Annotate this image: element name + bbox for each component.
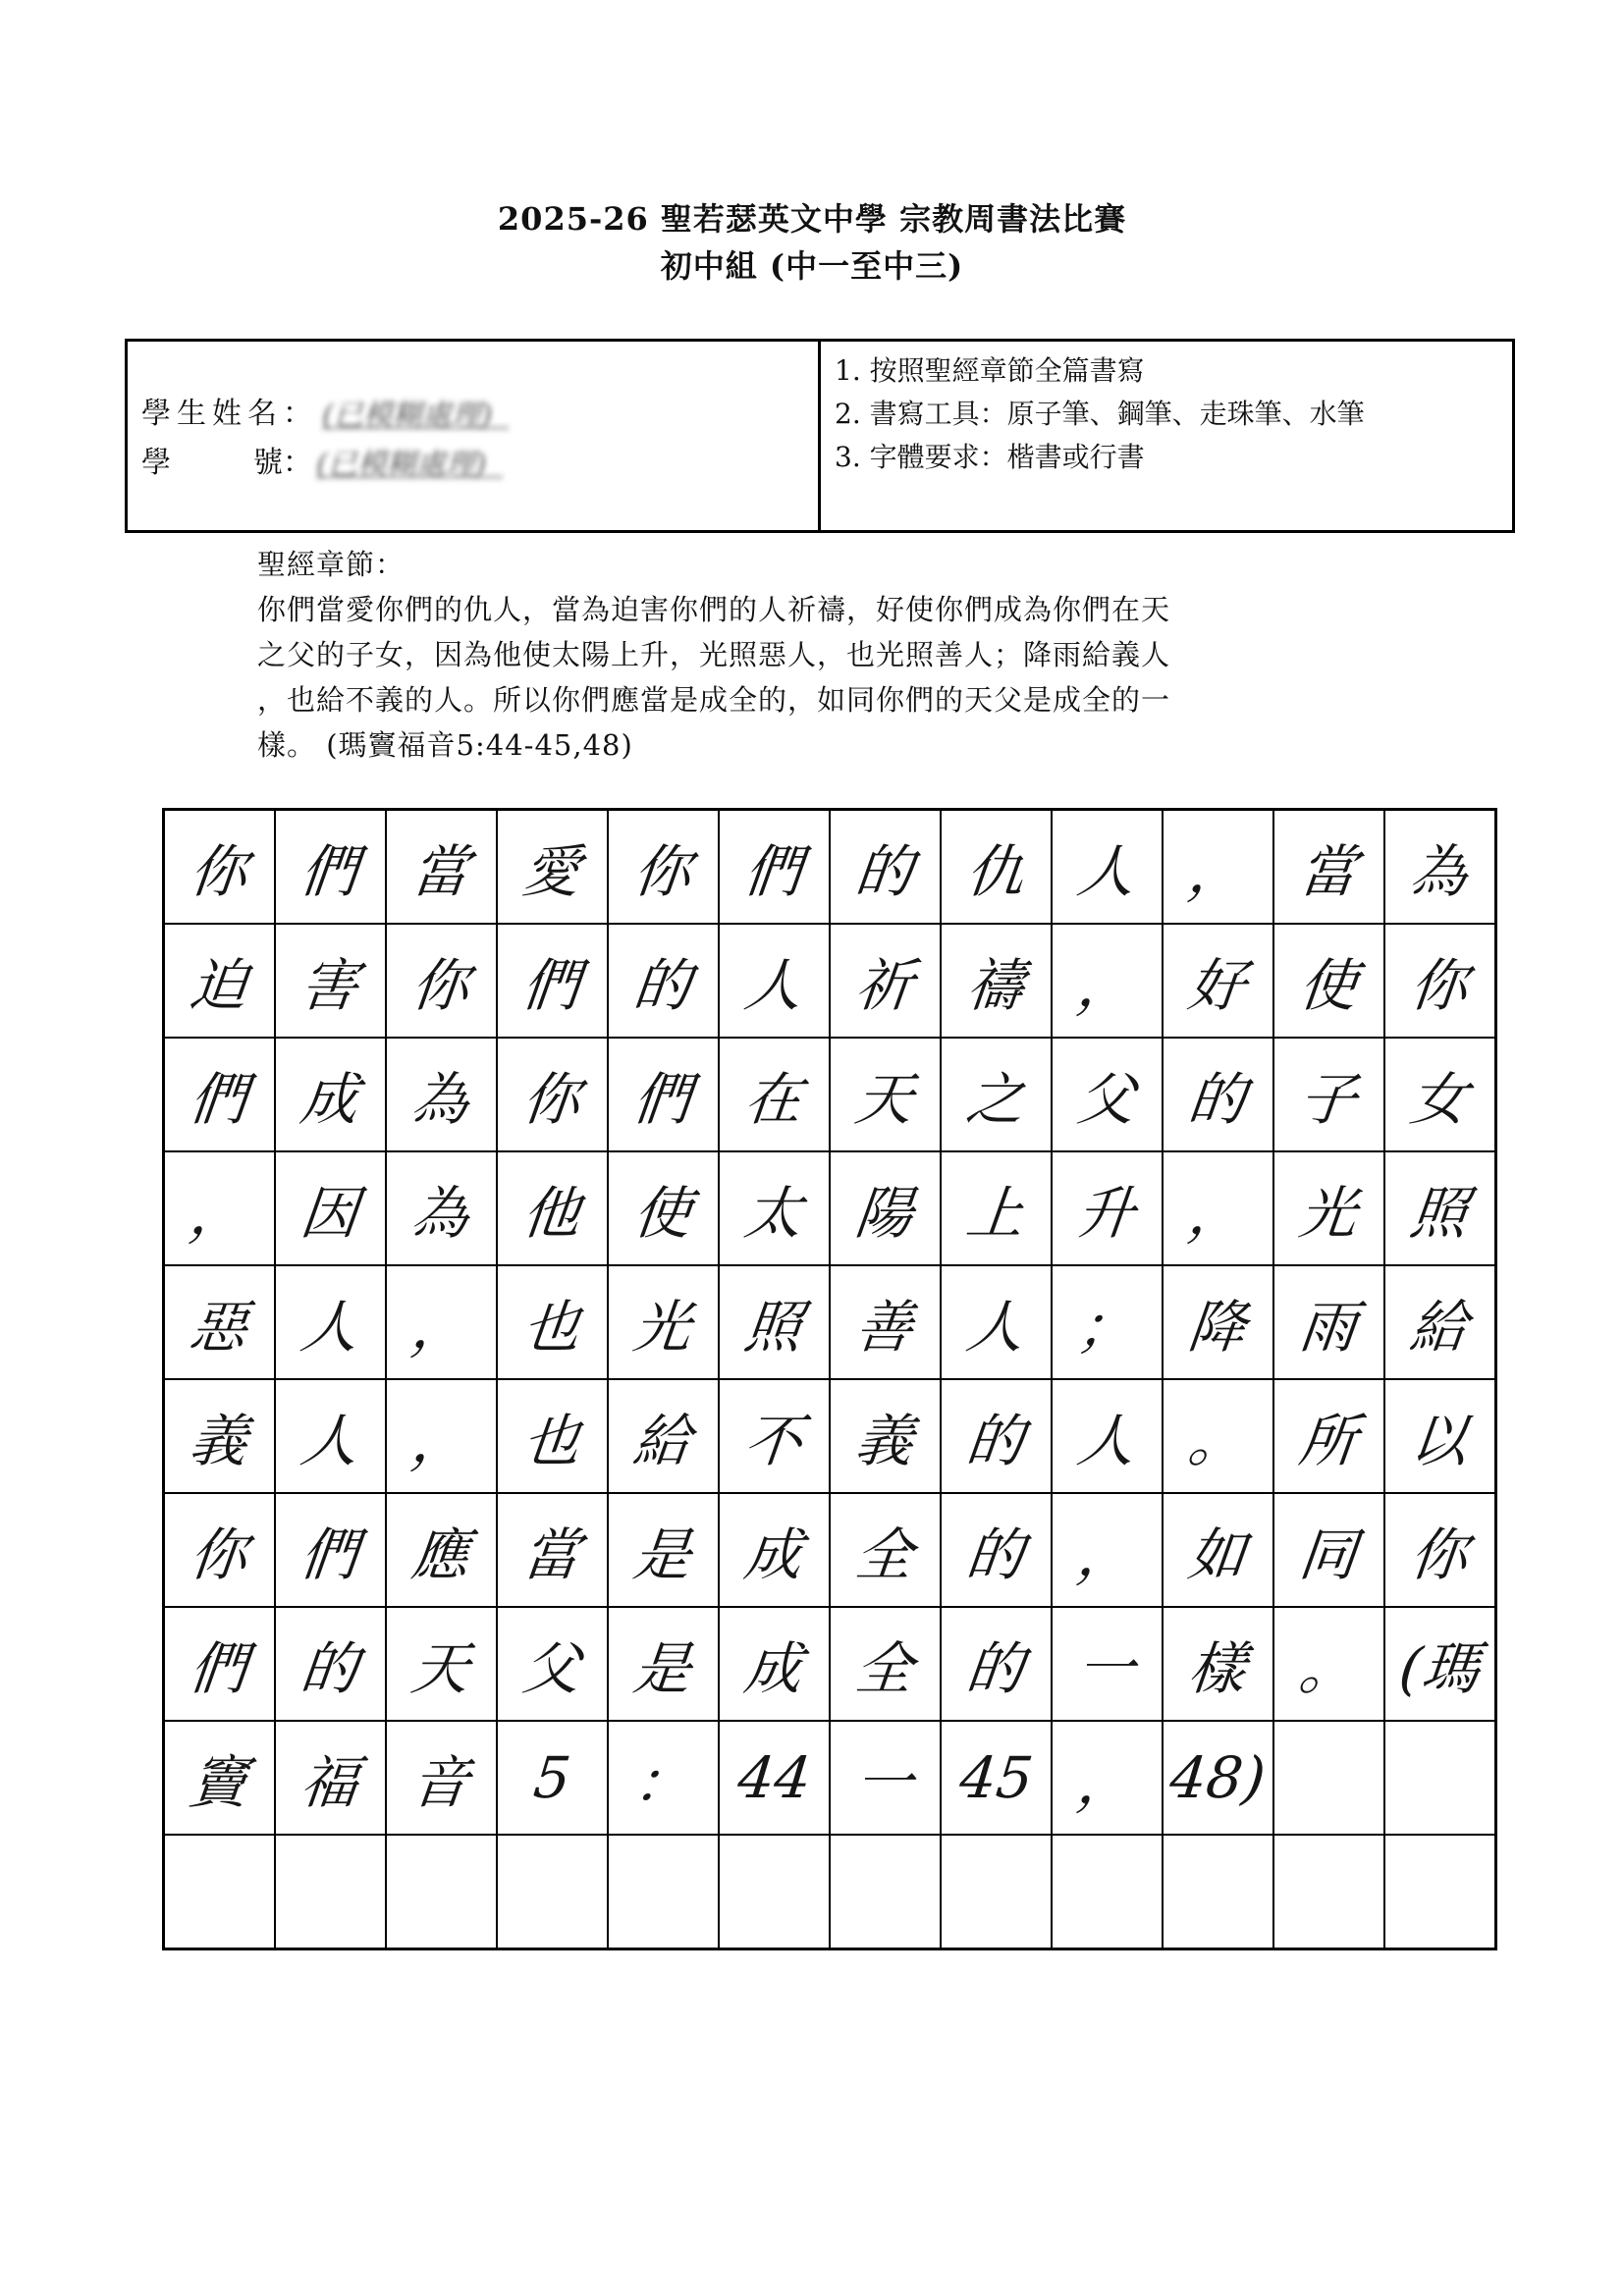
grid-cell bbox=[608, 1835, 719, 1949]
grid-cell bbox=[608, 1038, 719, 1151]
handwritten-character: 成 bbox=[741, 1635, 806, 1702]
grid-cell bbox=[1384, 810, 1496, 925]
grid-cell bbox=[719, 1265, 830, 1379]
handwritten-character: 父 bbox=[519, 1635, 584, 1702]
handwritten-character: 害 bbox=[298, 952, 362, 1019]
grid-cell bbox=[1052, 924, 1163, 1038]
grid-cell bbox=[275, 924, 386, 1038]
handwritten-character: 48) bbox=[1166, 1744, 1270, 1811]
grid-cell bbox=[275, 1493, 386, 1607]
handwritten-character: 的 bbox=[1185, 1066, 1250, 1133]
grid-cell bbox=[830, 924, 941, 1038]
grid-cell bbox=[830, 1265, 941, 1379]
grid-cell bbox=[386, 1038, 497, 1151]
handwritten-character: 為 bbox=[408, 1066, 473, 1133]
grid-cell bbox=[941, 1607, 1052, 1721]
handwritten-character: 愛 bbox=[519, 838, 584, 905]
grid-cell bbox=[1384, 1607, 1496, 1721]
grid-cell bbox=[941, 1493, 1052, 1607]
grid-cell bbox=[164, 1721, 276, 1835]
student-info-box bbox=[125, 339, 1515, 533]
scripture-label: 聖經章節： bbox=[257, 548, 406, 581]
handwritten-character: 太 bbox=[741, 1180, 806, 1247]
grid-cell bbox=[164, 1607, 276, 1721]
handwritten-character: 使 bbox=[630, 1180, 695, 1247]
grid-cell bbox=[275, 1151, 386, 1265]
handwritten-character: 全 bbox=[852, 1522, 917, 1588]
grid-cell bbox=[608, 810, 719, 925]
grid-cell bbox=[941, 1835, 1052, 1949]
handwritten-character: 如 bbox=[1185, 1522, 1250, 1588]
handwritten-character: ； bbox=[1074, 1294, 1139, 1361]
handwritten-character: ， bbox=[408, 1408, 473, 1474]
handwritten-character: 降 bbox=[1185, 1294, 1250, 1361]
handwritten-character: 同 bbox=[1296, 1522, 1361, 1588]
grid-cell bbox=[275, 1607, 386, 1721]
grid-cell bbox=[1384, 1038, 1496, 1151]
grid-cell bbox=[941, 924, 1052, 1038]
grid-cell bbox=[608, 1265, 719, 1379]
handwritten-character: 所 bbox=[1296, 1408, 1361, 1474]
grid-cell bbox=[164, 1151, 276, 1265]
handwritten-character: 你 bbox=[408, 952, 473, 1019]
grid-cell bbox=[1273, 1038, 1384, 1151]
grid-cell bbox=[830, 1607, 941, 1721]
handwritten-character: 你 bbox=[1407, 1522, 1472, 1588]
grid-cell bbox=[830, 1038, 941, 1151]
grid-cell bbox=[497, 1607, 608, 1721]
grid-cell bbox=[275, 1265, 386, 1379]
handwritten-character: 照 bbox=[1407, 1180, 1472, 1247]
handwritten-character: 成 bbox=[741, 1522, 806, 1588]
handwritten-character: 子 bbox=[1296, 1066, 1361, 1133]
grid-cell bbox=[1163, 1151, 1273, 1265]
handwritten-character: 給 bbox=[1407, 1294, 1472, 1361]
handwritten-character: 5 bbox=[530, 1744, 574, 1811]
grid-cell bbox=[386, 924, 497, 1038]
grid-cell bbox=[608, 1493, 719, 1607]
rule-item: 3. 字體要求：楷書或行書 bbox=[835, 441, 1145, 473]
grid-cell bbox=[830, 1379, 941, 1493]
handwritten-character: 人 bbox=[298, 1294, 362, 1361]
grid-cell bbox=[941, 1151, 1052, 1265]
handwritten-character: 仇 bbox=[963, 838, 1028, 905]
handwritten-character: 人 bbox=[963, 1294, 1028, 1361]
handwritten-character: 全 bbox=[852, 1635, 917, 1702]
handwritten-character: 44 bbox=[734, 1744, 814, 1811]
handwritten-character: 你 bbox=[519, 1066, 584, 1133]
scripture-line: 之父的子女，因為他使太陽上升，光照惡人，也光照善人；降雨給義人 bbox=[257, 638, 1171, 671]
handwritten-character: 義 bbox=[187, 1408, 251, 1474]
handwritten-character: 好 bbox=[1185, 952, 1250, 1019]
handwritten-character: 樣 bbox=[1185, 1635, 1250, 1702]
handwritten-character: ， bbox=[187, 1180, 251, 1247]
handwritten-character: 上 bbox=[963, 1180, 1028, 1247]
grid-cell bbox=[1052, 1607, 1163, 1721]
handwritten-character: ， bbox=[1074, 1522, 1139, 1588]
handwritten-character: 你 bbox=[630, 838, 695, 905]
grid-cell bbox=[1163, 1493, 1273, 1607]
handwritten-character: 他 bbox=[519, 1180, 584, 1247]
handwritten-character: 們 bbox=[630, 1066, 695, 1133]
handwritten-character: 們 bbox=[298, 1522, 362, 1588]
handwritten-character: 的 bbox=[963, 1635, 1028, 1702]
competition-division: 初中組 (中一至中三) bbox=[660, 247, 964, 285]
grid-cell bbox=[386, 1265, 497, 1379]
grid-cell bbox=[386, 1607, 497, 1721]
handwritten-character: 福 bbox=[298, 1749, 362, 1816]
grid-cell bbox=[497, 1835, 608, 1949]
grid-cell bbox=[608, 1607, 719, 1721]
grid-cell bbox=[164, 1835, 276, 1949]
grid-cell bbox=[1163, 1265, 1273, 1379]
handwritten-character: 一 bbox=[852, 1749, 917, 1816]
grid-cell bbox=[719, 1379, 830, 1493]
grid-cell bbox=[497, 1265, 608, 1379]
handwritten-character: 45 bbox=[956, 1744, 1036, 1811]
grid-cell bbox=[608, 1151, 719, 1265]
grid-cell bbox=[719, 1151, 830, 1265]
handwritten-character: 之 bbox=[963, 1066, 1028, 1133]
handwritten-character: 光 bbox=[630, 1294, 695, 1361]
grid-cell bbox=[386, 1151, 497, 1265]
grid-cell bbox=[1052, 810, 1163, 925]
handwritten-character: 的 bbox=[852, 838, 917, 905]
handwritten-character: 義 bbox=[852, 1408, 917, 1474]
grid-cell bbox=[1273, 1607, 1384, 1721]
grid-cell bbox=[1163, 1038, 1273, 1151]
handwritten-character: 你 bbox=[187, 838, 251, 905]
handwritten-character: 祈 bbox=[852, 952, 917, 1019]
grid-cell bbox=[497, 1038, 608, 1151]
student-name-value: (已模糊處理) bbox=[322, 391, 509, 430]
handwritten-character: 一 bbox=[1074, 1635, 1139, 1702]
grid-cell bbox=[1163, 810, 1273, 925]
handwritten-character: 天 bbox=[408, 1635, 473, 1702]
grid-cell bbox=[1052, 1265, 1163, 1379]
handwritten-character: 善 bbox=[852, 1294, 917, 1361]
grid-row bbox=[164, 1493, 1496, 1607]
grid-cell bbox=[1052, 1835, 1163, 1949]
handwritten-character: 升 bbox=[1074, 1180, 1139, 1247]
handwritten-character: 也 bbox=[519, 1408, 584, 1474]
grid-cell bbox=[1384, 1379, 1496, 1493]
handwritten-character: 天 bbox=[852, 1066, 917, 1133]
grid-cell bbox=[275, 1721, 386, 1835]
handwritten-character: 。 bbox=[1185, 1408, 1250, 1474]
handwritten-character: 的 bbox=[963, 1408, 1028, 1474]
grid-cell bbox=[941, 1379, 1052, 1493]
handwritten-character: 在 bbox=[741, 1066, 806, 1133]
grid-cell bbox=[1163, 1835, 1273, 1949]
grid-cell bbox=[1384, 1151, 1496, 1265]
scripture-line: ，也給不義的人。所以你們應當是成全的，如同你們的天父是成全的一 bbox=[257, 683, 1171, 717]
grid-cell bbox=[830, 1721, 941, 1835]
grid-cell bbox=[830, 810, 941, 925]
grid-cell bbox=[719, 1038, 830, 1151]
handwritten-character: ， bbox=[1074, 1749, 1139, 1816]
handwritten-character: 們 bbox=[187, 1066, 251, 1133]
grid-cell bbox=[719, 810, 830, 925]
handwritten-character: 竇 bbox=[187, 1749, 251, 1816]
grid-cell bbox=[941, 1721, 1052, 1835]
grid-cell bbox=[164, 810, 276, 925]
handwritten-character: 應 bbox=[408, 1522, 473, 1588]
rules-list bbox=[821, 342, 1512, 530]
scripture-line: 樣。 (瑪竇福音5:44-45,48) bbox=[257, 728, 633, 762]
handwritten-character: 。 bbox=[1296, 1635, 1361, 1702]
grid-cell bbox=[275, 1379, 386, 1493]
student-details bbox=[128, 342, 821, 530]
grid-cell bbox=[275, 1038, 386, 1151]
grid-cell bbox=[497, 1493, 608, 1607]
grid-cell bbox=[497, 1151, 608, 1265]
handwritten-character: 們 bbox=[298, 838, 362, 905]
grid-cell bbox=[1052, 1151, 1163, 1265]
handwritten-character: 為 bbox=[1407, 838, 1472, 905]
handwritten-character: 的 bbox=[630, 952, 695, 1019]
grid-cell bbox=[275, 1835, 386, 1949]
grid-cell bbox=[608, 1721, 719, 1835]
handwritten-character: 父 bbox=[1074, 1066, 1139, 1133]
grid-cell bbox=[719, 1493, 830, 1607]
handwritten-character: (瑪 bbox=[1396, 1635, 1483, 1702]
grid-row bbox=[164, 1835, 1496, 1949]
scripture-line: 你們當愛你們的仇人，當為迫害你們的人祈禱，好使你們成為你們在天 bbox=[257, 593, 1171, 626]
grid-cell bbox=[608, 1379, 719, 1493]
handwritten-character: ， bbox=[1185, 838, 1250, 905]
grid-cell bbox=[719, 1721, 830, 1835]
grid-cell bbox=[830, 1151, 941, 1265]
handwritten-character: 以 bbox=[1407, 1408, 1472, 1474]
student-name-label: 學生姓名： bbox=[141, 397, 318, 431]
grid-cell bbox=[1273, 810, 1384, 925]
handwritten-character: 因 bbox=[298, 1180, 362, 1247]
handwritten-character: ， bbox=[1074, 952, 1139, 1019]
handwritten-character: 惡 bbox=[187, 1294, 251, 1361]
grid-cell bbox=[386, 810, 497, 925]
grid-cell bbox=[164, 1379, 276, 1493]
student-id-value: (已模糊處理) bbox=[316, 440, 503, 479]
handwritten-character: 的 bbox=[963, 1522, 1028, 1588]
student-id-row bbox=[141, 438, 503, 481]
grid-row bbox=[164, 1607, 1496, 1721]
grid-cell bbox=[386, 1493, 497, 1607]
grid-row bbox=[164, 810, 1496, 925]
grid-cell bbox=[164, 1493, 276, 1607]
grid-cell bbox=[1163, 1607, 1273, 1721]
grid-cell bbox=[1273, 1151, 1384, 1265]
grid-row bbox=[164, 1151, 1496, 1265]
grid-row bbox=[164, 1721, 1496, 1835]
grid-cell bbox=[1384, 924, 1496, 1038]
handwritten-character: 照 bbox=[741, 1294, 806, 1361]
grid-cell bbox=[941, 810, 1052, 925]
grid-cell bbox=[497, 924, 608, 1038]
grid-cell bbox=[164, 924, 276, 1038]
handwritten-character: 你 bbox=[187, 1522, 251, 1588]
grid-cell bbox=[830, 1835, 941, 1949]
grid-cell bbox=[497, 1379, 608, 1493]
grid-cell bbox=[719, 924, 830, 1038]
handwritten-character: ： bbox=[630, 1749, 695, 1816]
grid-row bbox=[164, 1038, 1496, 1151]
grid-cell bbox=[1384, 1265, 1496, 1379]
grid-cell bbox=[1163, 1379, 1273, 1493]
grid-cell bbox=[1163, 1721, 1273, 1835]
handwritten-character: 給 bbox=[630, 1408, 695, 1474]
handwritten-character: 成 bbox=[298, 1066, 362, 1133]
handwritten-character: 迫 bbox=[187, 952, 251, 1019]
grid-cell bbox=[1384, 1721, 1496, 1835]
grid-cell bbox=[1384, 1493, 1496, 1607]
handwritten-character: 女 bbox=[1407, 1066, 1472, 1133]
grid-cell bbox=[164, 1038, 276, 1151]
grid-cell bbox=[164, 1265, 276, 1379]
grid-row bbox=[164, 924, 1496, 1038]
student-id-label-part2: 號： bbox=[253, 446, 312, 480]
handwritten-character: 的 bbox=[298, 1635, 362, 1702]
handwritten-character: 們 bbox=[741, 838, 806, 905]
grid-cell bbox=[1273, 1835, 1384, 1949]
handwritten-character: 是 bbox=[630, 1522, 695, 1588]
grid-cell bbox=[719, 1607, 830, 1721]
handwritten-character: 當 bbox=[408, 838, 473, 905]
handwritten-character: 雨 bbox=[1296, 1294, 1361, 1361]
grid-cell bbox=[497, 810, 608, 925]
grid-cell bbox=[386, 1835, 497, 1949]
handwritten-character: 使 bbox=[1296, 952, 1361, 1019]
grid-cell bbox=[386, 1379, 497, 1493]
handwritten-character: 是 bbox=[630, 1635, 695, 1702]
handwritten-character: ， bbox=[1185, 1180, 1250, 1247]
rule-item: 1. 按照聖經章節全篇書寫 bbox=[835, 354, 1145, 387]
handwritten-character: 你 bbox=[1407, 952, 1472, 1019]
student-id-label-part1: 學 bbox=[141, 446, 171, 480]
handwritten-character: 們 bbox=[187, 1635, 251, 1702]
handwritten-character: 也 bbox=[519, 1294, 584, 1361]
rule-item: 2. 書寫工具：原子筆、鋼筆、走珠筆、水筆 bbox=[835, 398, 1365, 430]
grid-cell bbox=[1052, 1038, 1163, 1151]
grid-cell bbox=[386, 1721, 497, 1835]
handwritten-character: 當 bbox=[1296, 838, 1361, 905]
grid-cell bbox=[608, 924, 719, 1038]
handwritten-character: 們 bbox=[519, 952, 584, 1019]
handwritten-character: 人 bbox=[741, 952, 806, 1019]
handwriting-grid bbox=[162, 808, 1497, 1950]
grid-cell bbox=[497, 1721, 608, 1835]
handwritten-character: 音 bbox=[408, 1749, 473, 1816]
handwritten-character: 人 bbox=[1074, 838, 1139, 905]
grid-cell bbox=[941, 1265, 1052, 1379]
grid-cell bbox=[1384, 1835, 1496, 1949]
grid-cell bbox=[830, 1493, 941, 1607]
scripture-passage bbox=[257, 542, 1357, 768]
grid-cell bbox=[1052, 1721, 1163, 1835]
grid-cell bbox=[1163, 924, 1273, 1038]
handwritten-character: 為 bbox=[408, 1180, 473, 1247]
handwritten-character: 人 bbox=[1074, 1408, 1139, 1474]
handwritten-character: 當 bbox=[519, 1522, 584, 1588]
grid-cell bbox=[275, 810, 386, 925]
handwritten-character: 光 bbox=[1296, 1180, 1361, 1247]
grid-cell bbox=[1273, 1379, 1384, 1493]
grid-cell bbox=[1052, 1379, 1163, 1493]
handwritten-character: 陽 bbox=[852, 1180, 917, 1247]
grid-cell bbox=[1052, 1493, 1163, 1607]
grid-row bbox=[164, 1379, 1496, 1493]
handwritten-character: ， bbox=[408, 1294, 473, 1361]
student-name-row bbox=[141, 389, 509, 432]
grid-cell bbox=[1273, 1721, 1384, 1835]
grid-cell bbox=[1273, 924, 1384, 1038]
handwritten-character: 人 bbox=[298, 1408, 362, 1474]
grid-cell bbox=[719, 1835, 830, 1949]
grid-cell bbox=[1273, 1265, 1384, 1379]
handwritten-character: 不 bbox=[741, 1408, 806, 1474]
grid-cell bbox=[1273, 1493, 1384, 1607]
competition-title: 2025-26 聖若瑟英文中學 宗教周書法比賽 bbox=[497, 200, 1127, 238]
grid-row bbox=[164, 1265, 1496, 1379]
grid-cell bbox=[941, 1038, 1052, 1151]
handwritten-character: 禱 bbox=[963, 952, 1028, 1019]
